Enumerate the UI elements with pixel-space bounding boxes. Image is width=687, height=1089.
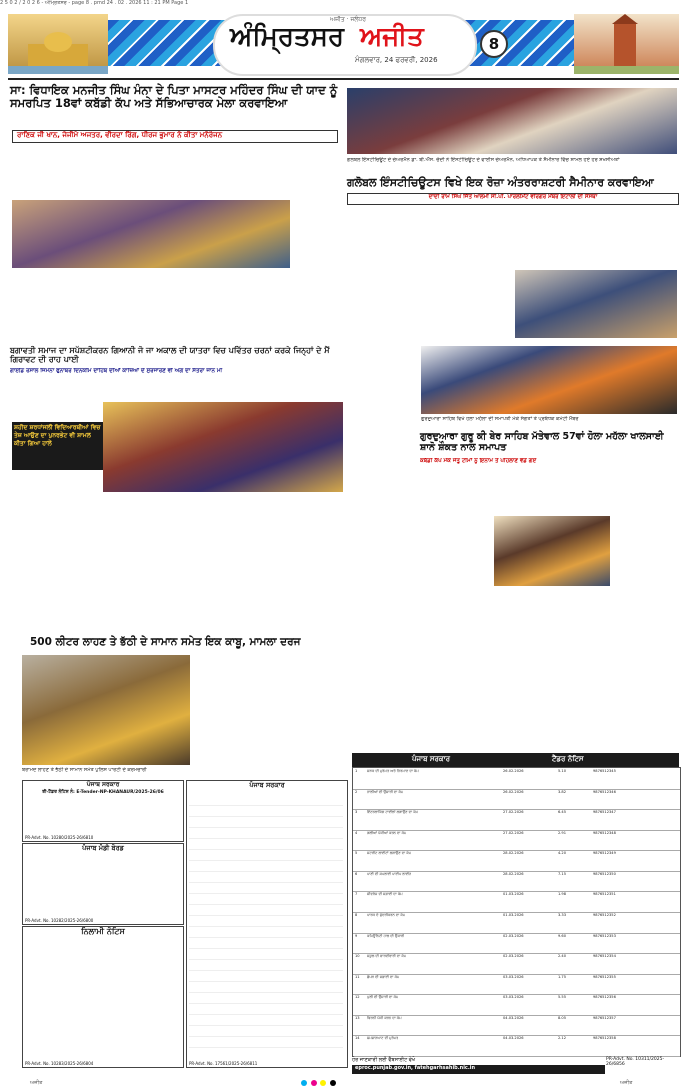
story1-photo (12, 200, 290, 268)
ad2-body (25, 856, 179, 912)
black-mark (330, 1080, 336, 1086)
story3-body-intro (10, 378, 100, 420)
story2-body-col2 (515, 208, 677, 268)
ad2-ref: PR-Advt. No. 10282/2025-26/6800 (25, 918, 94, 923)
story1-body-top (10, 147, 340, 199)
ad-punjab-sarkar-1 (22, 780, 184, 842)
tender-cell-date: 01.03.2026 (503, 913, 524, 917)
tender-table (352, 767, 681, 1057)
tender-row (353, 953, 680, 975)
tender-cell-desc: ਫਿਰਨੀ ਪੱਕੀ ਕਰਨ ਦਾ ਕੰਮ (367, 1015, 402, 1020)
tender-cell-contact: 9876512350 (593, 871, 616, 876)
tender-cell-amt: 2.12 (558, 1036, 567, 1041)
tender-row (353, 1035, 680, 1057)
tender-cell-desc: ਸੀਵਰੇਜ ਦੀ ਸਫ਼ਾਈ ਦਾ ਕੰਮ (367, 892, 403, 897)
tender-cell-desc: ਨਾਲੀਆਂ ਦੀ ਉਸਾਰੀ ਦਾ ਕੰਮ (367, 789, 404, 794)
tender-cell-amt: 9.60 (558, 933, 567, 938)
tender-cell-contact: 9876512352 (593, 913, 616, 917)
story4-body-col3 (614, 470, 677, 630)
tender-footer-ref: PR-Advt. No. 10311/2025-26/6856 (606, 1057, 665, 1067)
tender-cell-desc: ਗਲੀਆਂ ਪੱਕੀਆਂ ਕਰਨ ਦਾ ਕੰਮ (367, 830, 407, 835)
ad3-body (25, 941, 179, 1051)
tender-header-left: ਪੰਜਾਬ ਸਰਕਾਰ (412, 755, 451, 763)
ad-punjab-sarkar-2 (186, 780, 348, 1068)
ad-mandi-board (22, 843, 184, 925)
story3-body-col2-top (103, 378, 178, 400)
masthead-title-box (213, 14, 477, 76)
tender-cell-amt: 3.82 (558, 789, 567, 794)
tender-footer-note: ਹੋਰ ਜਾਣਕਾਰੀ ਲਈ ਵੈੱਬਸਾਈਟ ਵੇਖੋ (352, 1057, 416, 1063)
tender-row (353, 912, 680, 934)
story1-headline: ਸਾ: ਵਿਧਾਇਕ ਮਨਜੀਤ ਸਿੰਘ ਮੰਨਾ ਦੇ ਪਿਤਾ ਮਾਸਟਰ ਮਹਿੰਦਰ ਸਿੰਘ ਦੀ ਯਾਦ ਨੂੰ ਸਮਰਪਿਤ 18ਵਾਂ ਕਬੱਡੀ ਕੱਪ ਅਤੇ ਸੱਭਿਆਚਾਰਕ ਮੇਲਾ ਕਰਵਾਇਆ (10, 83, 338, 111)
tender-cell-desc: ਪਾਣੀ ਦੀ ਸਪਲਾਈ ਪਾਈਪ ਲਾਈਨ (367, 871, 412, 876)
tender-cell-date: 04.03.2026 (503, 1036, 524, 1041)
bottom-left-label: ਅਜੀਤ (30, 1080, 43, 1086)
tender-cell-sr: 4 (355, 830, 358, 835)
tender-cell-date: 26.02.2026 (503, 769, 524, 773)
tender-cell-amt: 3.33 (558, 913, 567, 917)
issue-date: ਮੰਗਲਵਾਰ, 24 ਫਰਵਰੀ, 2026 (355, 56, 438, 64)
tender-cell-date: 03.03.2026 (503, 995, 524, 1000)
edition-label: ਅਜੀਤ · ਜਲੰਧਰ (330, 16, 366, 23)
tender-cell-date: 26.02.2026 (503, 789, 524, 794)
tender-row (353, 871, 680, 893)
title-amritsar: ਅੰਮ੍ਰਿਤਸਰ (230, 22, 345, 52)
story3-body-below-photo (103, 496, 343, 534)
tender-header (352, 753, 679, 767)
tender-cell-date: 03.03.2026 (503, 974, 524, 979)
story1-subhead: ਰਾਣਿਕ ਜੀ ਖਾਨ, ਜੇਜੀਮੇ ਅਜਤਰ, ਵੀਰਦਾ ਰਿੰਗ, ਧੀਰਜ ਭੁਮਾਰ ਨੇ ਕੀਤਾ ਮਨੋਰੰਜਨ (12, 130, 338, 143)
tender-cell-amt: 4.20 (558, 851, 567, 856)
tender-cell-sr: 3 (355, 810, 358, 815)
story5-photo-caption: ਬਰਾਮਦ ਲਾਹਣ ਤੇ ਭੱਠੀ ਦੇ ਸਾਮਾਨ ਸਮੇਤ ਪੁਲਿਸ ਪਾਰਟੀ ਦੇ ਕਰਮਚਾਰੀ (22, 767, 147, 773)
tender-cell-date: 02.03.2026 (503, 933, 524, 938)
cyan-mark (301, 1080, 307, 1086)
story4-body-col1 (347, 428, 417, 628)
story3-body-col4 (267, 538, 343, 638)
tender-row (353, 768, 680, 790)
tender-cell-contact: 9876512358 (593, 1036, 616, 1041)
tender-cell-contact: 9876512345 (593, 769, 616, 773)
tender-cell-desc: ਪੁਲੀ ਦੀ ਉਸਾਰੀ ਦਾ ਕੰਮ (367, 995, 399, 1000)
bottom-strip (0, 1079, 687, 1089)
masthead (8, 12, 679, 80)
tender-cell-contact: 9876512351 (593, 892, 616, 897)
story3-headline: ਬਗਾਵਤੀ ਸਮਾਜ ਦਾ ਸਪੱਸ਼ਟੀਕਰਨ ਗਿਆਨੀ ਜੋ ਜਾ ਅਕਾਲ ਦੀ ਯਾਤਰਾ ਵਿਚ ਪਵਿੱਤਰ ਚਰਨਾਂ ਕਰਕੇ ਜਿਨ੍ਹਾਂ ਦੇ ਮੈਂ ਗਿਰਾਵਟ ਦੀ ਰਾਹ ਪਾਈ (10, 346, 330, 365)
tender-cell-sr: 14 (355, 1036, 360, 1041)
tender-cell-amt: 1.98 (558, 892, 567, 897)
tender-cell-date: 27.02.2026 (503, 830, 524, 835)
tender-row (353, 974, 680, 996)
story2-photo-caption: ਗਲੋਬਲ ਇੰਸਟੀਚਿਊਟ ਦੇ ਚੇਅਰਮੈਨ ਡਾ. ਬੀ.ਐੱਸ. ਚੰਦੀ ਨੇ ਇੰਸਟੀਚਿਊਟ ਦੇ ਵਾਈਸ ਚੇਅਰਮੈਨ, ਅਧਿਆਪਕ ਤੇ ਸੈਮੀਨਾਰ ਵਿੱਚ ਸ਼ਾਮਲ ਹੋਏ ਹੋਰ ਸ਼ਖਸੀਅਤਾਂ (347, 157, 620, 163)
story4-headline: ਗੁਰਦੁਆਰਾ ਗੁਰੂ ਕੀ ਬੇਰ ਸਾਹਿਬ ਮੱਤੇਵਾਲ 57ਵਾਂ ਹੋਲਾ ਮਹੱਲਾ ਖਾਲਸਾਈ ਸ਼ਾਨੋ ਸ਼ੌਕਤ ਨਾਲ ਸਮਾਪਤ (420, 431, 664, 453)
tender-cell-amt: 1.75 (558, 974, 567, 979)
tender-cell-desc: ਸਕੂਲ ਦੀ ਚਾਰਦੀਵਾਰੀ ਦਾ ਕੰਮ (367, 954, 407, 959)
story4-photo-caption: ਗੁਰਦੁਆਰਾ ਸਾਹਿਬ ਵਿਖੇ ਹੋਲਾ ਮਹੱਲਾ ਦੀ ਸਮਾਪਤੀ ਮੌਕੇ ਸੰਗਤਾਂ ਤੇ ਪ੍ਰਬੰਧਕ ਕਮੇਟੀ ਮੈਂਬਰ (421, 416, 579, 422)
tender-cell-contact: 9876512354 (593, 954, 616, 959)
tender-row (353, 891, 680, 913)
ad1-ref: PR-Advt. No. 10280/2025-26/6810 (25, 835, 94, 840)
title-ajit: ਅਜੀਤ (360, 22, 424, 52)
story2-headline: ਗਲੋਬਲ ਇੰਸਟੀਚਿਊਟਸ ਵਿਖੇ ਇਕ ਰੋਜ਼ਾ ਅੰਤਰਰਾਸ਼ਟਰੀ ਸੈਮੀਨਾਰ ਕਰਵਾਇਆ (347, 176, 654, 189)
tender-row (353, 994, 680, 1016)
tender-cell-contact: 9876512357 (593, 1015, 616, 1020)
tender-cell-date: 28.02.2026 (503, 871, 524, 876)
bottom-right-label: ਅਜੀਤ (620, 1080, 633, 1086)
story4-side-column (347, 346, 417, 426)
tender-cell-contact: 9876512355 (593, 974, 616, 979)
tender-cell-sr: 6 (355, 871, 358, 876)
story3-photo (103, 402, 343, 492)
tender-cell-amt: 5.10 (558, 769, 567, 773)
tender-cell-sr: 12 (355, 995, 360, 1000)
tender-cell-amt: 8.05 (558, 1015, 567, 1020)
story3-body-col2 (103, 538, 183, 638)
tender-cell-sr: 5 (355, 851, 358, 856)
tender-cell-sr: 9 (355, 933, 358, 938)
tender-cell-contact: 9876512346 (593, 789, 616, 794)
tender-website: eproc.punjab.gov.in, fatehgarhsahib.nic.in (352, 1065, 605, 1074)
story3-body-col3 (186, 538, 264, 638)
tender-row (353, 850, 680, 872)
story4-body-col2 (420, 470, 492, 630)
tender-cell-desc: ਛੱਪੜ ਦੀ ਸਫ਼ਾਈ ਦਾ ਕੰਮ (367, 974, 400, 979)
ad4-ref: PR-Advt. No. 17561/2025-26/6811 (189, 1061, 258, 1066)
story5-photo (22, 655, 190, 765)
story2-subhead: ਦਾਦੀ ਰਾਮ ਸਿੰਘ ਜਿੱਤੇ ਆਲਮੀ ਸੀ.ਪੀ. ਪਾਰਲੀਮੈਂਟ ਵੀਰਗਰ ਮੈਂਬਰ ਇਟਾਲੀ ਦੀ ਸੰਸਥਾ (347, 193, 679, 205)
tender-cell-desc: ਸਟਰੀਟ ਲਾਈਟਾਂ ਲਗਾਉਣ ਦਾ ਕੰਮ (367, 851, 412, 856)
story2-photo-2 (515, 270, 677, 338)
story3-callout: ਸ਼ਹੀਦ ਸ਼ਰਧਾਂਜਲੀ ਵਿਦਿਆਰਥੀਆਂ ਵਿਚ ਤੇਜ਼ ਆਉਣ ਦਾ ਪੁਨਰਭੇਟ ਵੀ ਸ਼ਾਮਲ ਕੀਤਾ ਗਿਆ ਹਾਲੇ (12, 422, 104, 470)
ad4-table (189, 795, 343, 1051)
tender-cell-desc: ਕਮਿਊਨਿਟੀ ਹਾਲ ਦੀ ਉਸਾਰੀ (367, 933, 405, 938)
story2-body-col1 (347, 208, 512, 338)
print-info-strip: 2 5 0 2 / 2 0 2 6 - ਅੰਮ੍ਰਿਤਸਰ - page 8 . pmd 24 . 02 . 2026 11 : 21 PM Page 1 (0, 0, 189, 6)
tender-cell-amt: 2.91 (558, 830, 567, 835)
tender-cell-sr: 10 (355, 954, 360, 959)
tender-cell-contact: 9876512353 (593, 933, 616, 938)
story4-photo (421, 346, 677, 414)
story2-photo (347, 88, 677, 154)
tender-cell-contact: 9876512349 (593, 851, 616, 856)
tender-cell-amt: 7.15 (558, 871, 567, 876)
tender-cell-date: 27.02.2026 (503, 810, 524, 815)
golden-temple-icon (8, 14, 108, 74)
tender-cell-desc: ਇੰਟਰਲਾਕਿੰਗ ਟਾਈਲਾਂ ਲਗਾਉਣ ਦਾ ਕੰਮ (367, 810, 419, 815)
story3-body-col1 (10, 470, 100, 638)
story1-side-column (294, 200, 340, 308)
tender-cell-contact: 9876512347 (593, 810, 616, 815)
monument-image (574, 14, 679, 74)
tender-row (353, 1015, 680, 1037)
tender-row (353, 809, 680, 831)
story1-body-bottom (10, 272, 290, 342)
tender-cell-sr: 8 (355, 913, 358, 917)
yellow-mark (320, 1080, 326, 1086)
tender-cell-date: 28.02.2026 (503, 851, 524, 856)
magenta-mark (311, 1080, 317, 1086)
ad3-title: ਨਿਲਾਮੀ ਨੋਟਿਸ (81, 927, 125, 936)
tender-cell-sr: 11 (355, 974, 360, 979)
tender-cell-sr: 7 (355, 892, 358, 897)
ad1-line: ਈ-ਟੈਂਡਰ ਨੋਟਿਸ ਨੰ: E-Tender-NP-KHANAUR/2025-26/06 (42, 790, 164, 795)
tender-cell-sr: 13 (355, 1015, 360, 1020)
story4-photo-2 (494, 516, 610, 586)
story3-subhead: ਗਾਈਡ ਰਸਾਲ ਜਿਮੰਨਾ ਫੁਨਾਬਰ ਦਿਨਕਮਿ ਦਾਹਿਬ ਦੀਆਂ ਕਾਜ਼ਿਆਂ ਦੇ ਸੁਰਜਾਰਣ ਵੀ ਅਗ ਦਾ ਸੰਤਰਾ ਜਾਨ ਮੀ (10, 368, 223, 374)
tender-cell-amt: 5.55 (558, 995, 567, 1000)
monument-icon (574, 14, 679, 74)
tender-cell-sr: 1 (355, 769, 358, 773)
story5-body (194, 655, 346, 765)
tender-cell-contact: 9876512356 (593, 995, 616, 1000)
tender-cell-amt: 6.45 (558, 810, 567, 815)
page-number: 8 (480, 30, 508, 58)
tender-header-right: ਟੈਂਡਰ ਨੋਟਿਸ (552, 755, 584, 763)
tender-cell-date: 01.03.2026 (503, 892, 524, 897)
ad3-ref: PR-Advt. No. 10283/2025-26/6804 (25, 1061, 94, 1066)
tender-cell-sr: 2 (355, 789, 358, 794)
tender-cell-contact: 9876512348 (593, 830, 616, 835)
tender-cell-amt: 2.40 (558, 954, 567, 959)
tender-cell-desc: ਸੜਕ ਦੀ ਮੁਰੰਮਤ ਅਤੇ ਨਿਰਮਾਣ ਦਾ ਕੰਮ (367, 769, 419, 773)
tender-row (353, 830, 680, 852)
ad4-title: ਪੰਜਾਬ ਸਰਕਾਰ (249, 781, 285, 789)
story4-subhead: ਕਬੱਡੀ ਕੱਪ ਮੌਕੇ ਜੇਤੂ ਟੀਮਾਂ ਨੂੰ ਇਨਾਮ ਤੇ ਪਹਿਲਾਣ ਵੰਡੇ ਗਏ (420, 458, 537, 464)
golden-temple-image (8, 14, 108, 74)
ad1-title: ਪੰਜਾਬ ਸਰਕਾਰ (86, 781, 120, 788)
tender-cell-desc: ਪਾਰਕ ਦੇ ਸੁੰਦਰੀਕਰਨ ਦਾ ਕੰਮ (367, 913, 406, 917)
ad2-title: ਪੰਜਾਬ ਮੰਡੀ ਬੋਰਡ (82, 844, 124, 852)
tender-row (353, 933, 680, 955)
ad1-body (25, 799, 179, 831)
tender-cell-date: 02.03.2026 (503, 954, 524, 959)
story4-body-col4 (494, 590, 610, 630)
registration-marks (300, 1080, 337, 1087)
tender-cell-desc: ਸ਼ਮਸ਼ਾਨਘਾਟ ਦੀ ਮੁਰੰਮਤ (367, 1036, 399, 1041)
story1-headline-box (10, 84, 340, 132)
story5-headline: 500 ਲੀਟਰ ਲਾਹਣ ਤੇ ਭੱਠੀ ਦੇ ਸਾਮਾਨ ਸਮੇਤ ਇਕ ਕਾਬੂ, ਮਾਮਲਾ ਦਰਜ (30, 636, 301, 648)
ad-nilami-notice (22, 926, 184, 1068)
tender-cell-date: 04.03.2026 (503, 1015, 524, 1020)
tender-row (353, 789, 680, 811)
